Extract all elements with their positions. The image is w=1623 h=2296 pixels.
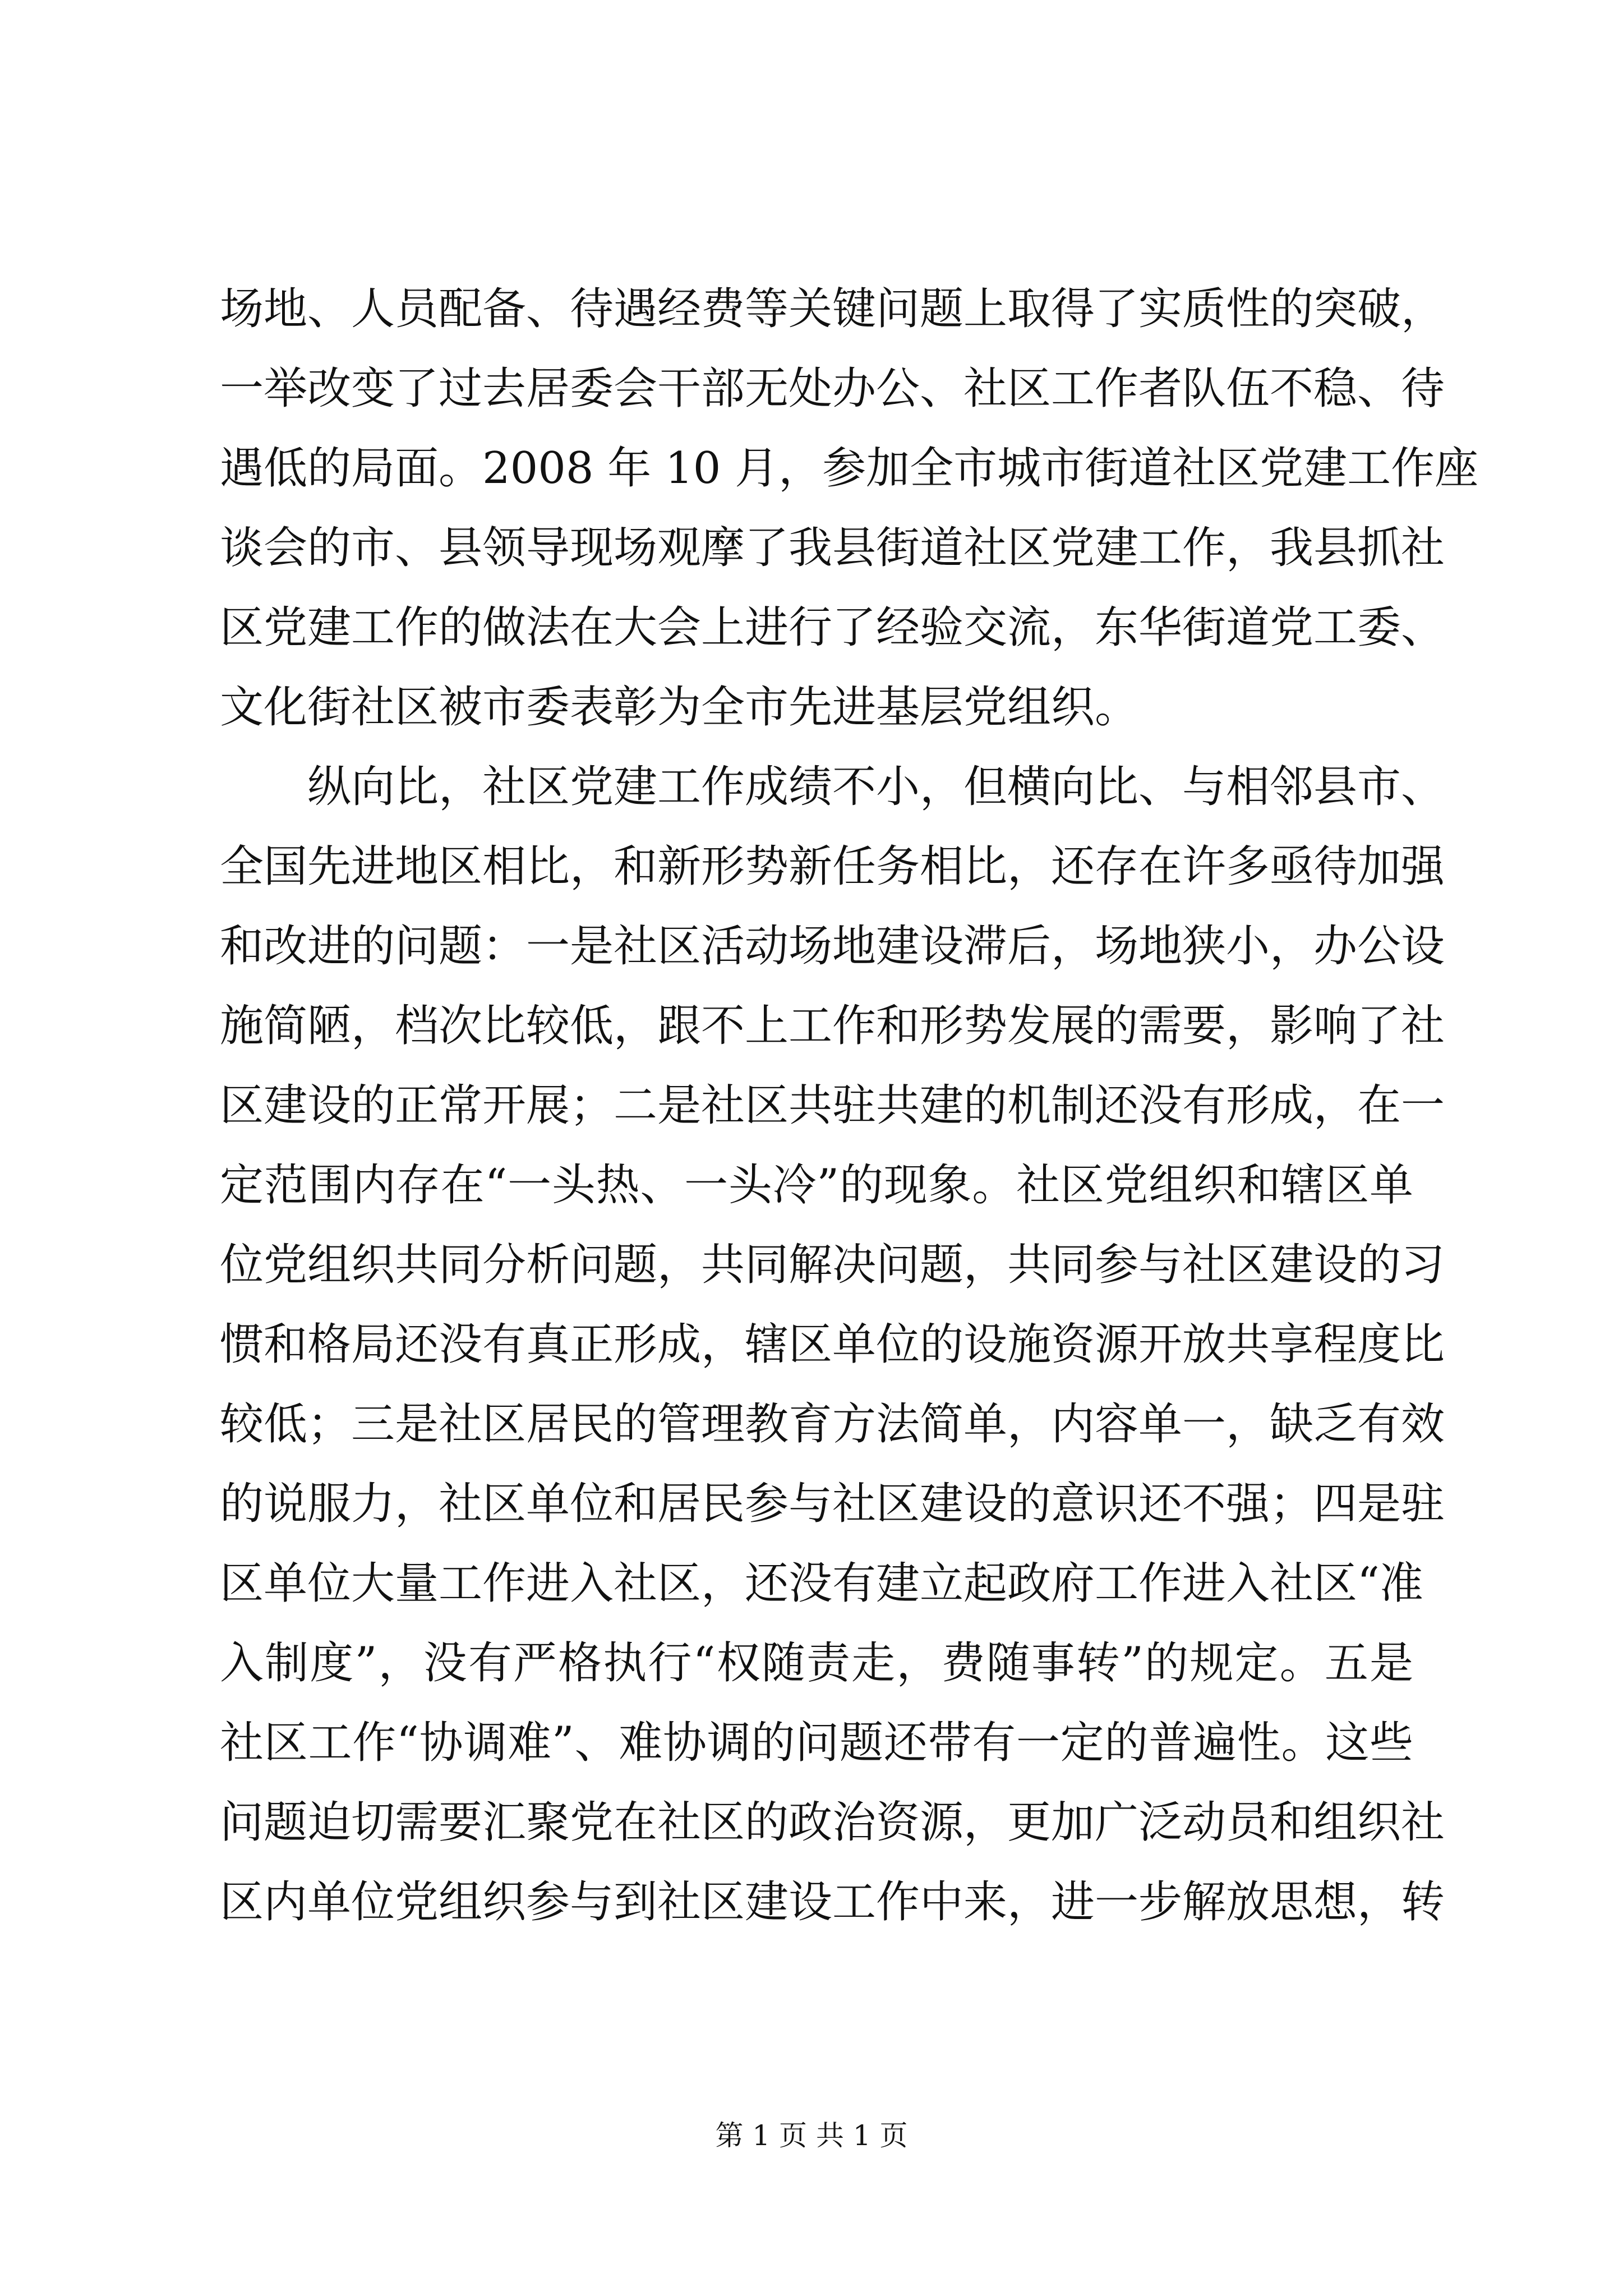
text-line: 文化街社区被市委表彰为全市先进基层党组织。: [220, 682, 1139, 733]
text-line: 和改进的问题：一是社区活动场地建设滞后，场地狭小，办公设: [220, 921, 1445, 972]
text-line: 定范围内存在“一头热、一头冷”的现象。社区党组织和辖区单: [220, 1160, 1413, 1211]
text-line: 的说服力，社区单位和居民参与社区建设的意识还不强；四是驻: [220, 1479, 1445, 1529]
text-line: 场地、人员配备、待遇经费等关键问题上取得了实质性的突破，: [220, 284, 1445, 334]
text-line: 区单位大量工作进入社区，还没有建立起政府工作进入社区“准: [220, 1558, 1423, 1609]
text-line: 全国先进地区相比，和新形势新任务相比，还存在许多亟待加强: [220, 841, 1445, 892]
text-line: 区党建工作的做法在大会上进行了经验交流，东华街道党工委、: [220, 602, 1445, 653]
text-line: 惯和格局还没有真正形成，辖区单位的设施资源开放共享程度比: [220, 1319, 1445, 1370]
text-line: 较低；三是社区居民的管理教育方法简单，内容单一，缺乏有效: [220, 1399, 1445, 1450]
text-line: 谈会的市、县领导现场观摩了我县街道社区党建工作，我县抓社: [220, 523, 1445, 573]
text-line: 社区工作“协调难”、难协调的问题还带有一定的普遍性。这些: [220, 1718, 1413, 1768]
document-body: [220, 269, 1479, 1942]
text-line: 问题迫切需要汇聚党在社区的政治资源，更加广泛动员和组织社: [220, 1797, 1445, 1848]
text-line: 纵向比，社区党建工作成绩不小，但横向比、与相邻县市、: [307, 762, 1445, 812]
text-line: 遇低的局面。2008 年 10 月，参加全市城市街道社区党建工作座: [220, 443, 1479, 494]
text-line: 位党组织共同分析问题，共同解决问题，共同参与社区建设的习: [220, 1240, 1445, 1290]
text-line: 区内单位党组织参与到社区建设工作中来，进一步解放思想，转: [220, 1877, 1445, 1927]
page-footer: 第 1 页 共 1 页: [715, 2119, 908, 2152]
text-line: 一举改变了过去居委会干部无处办公、社区工作者队伍不稳、待: [220, 364, 1445, 414]
text-line: 区建设的正常开展；二是社区共驻共建的机制还没有形成，在一: [220, 1080, 1445, 1131]
text-line: 入制度”，没有严格执行“权随责走，费随事转”的规定。五是: [220, 1638, 1413, 1688]
text-line: 施简陋，档次比较低，跟不上工作和形势发展的需要，影响了社: [220, 1001, 1445, 1051]
